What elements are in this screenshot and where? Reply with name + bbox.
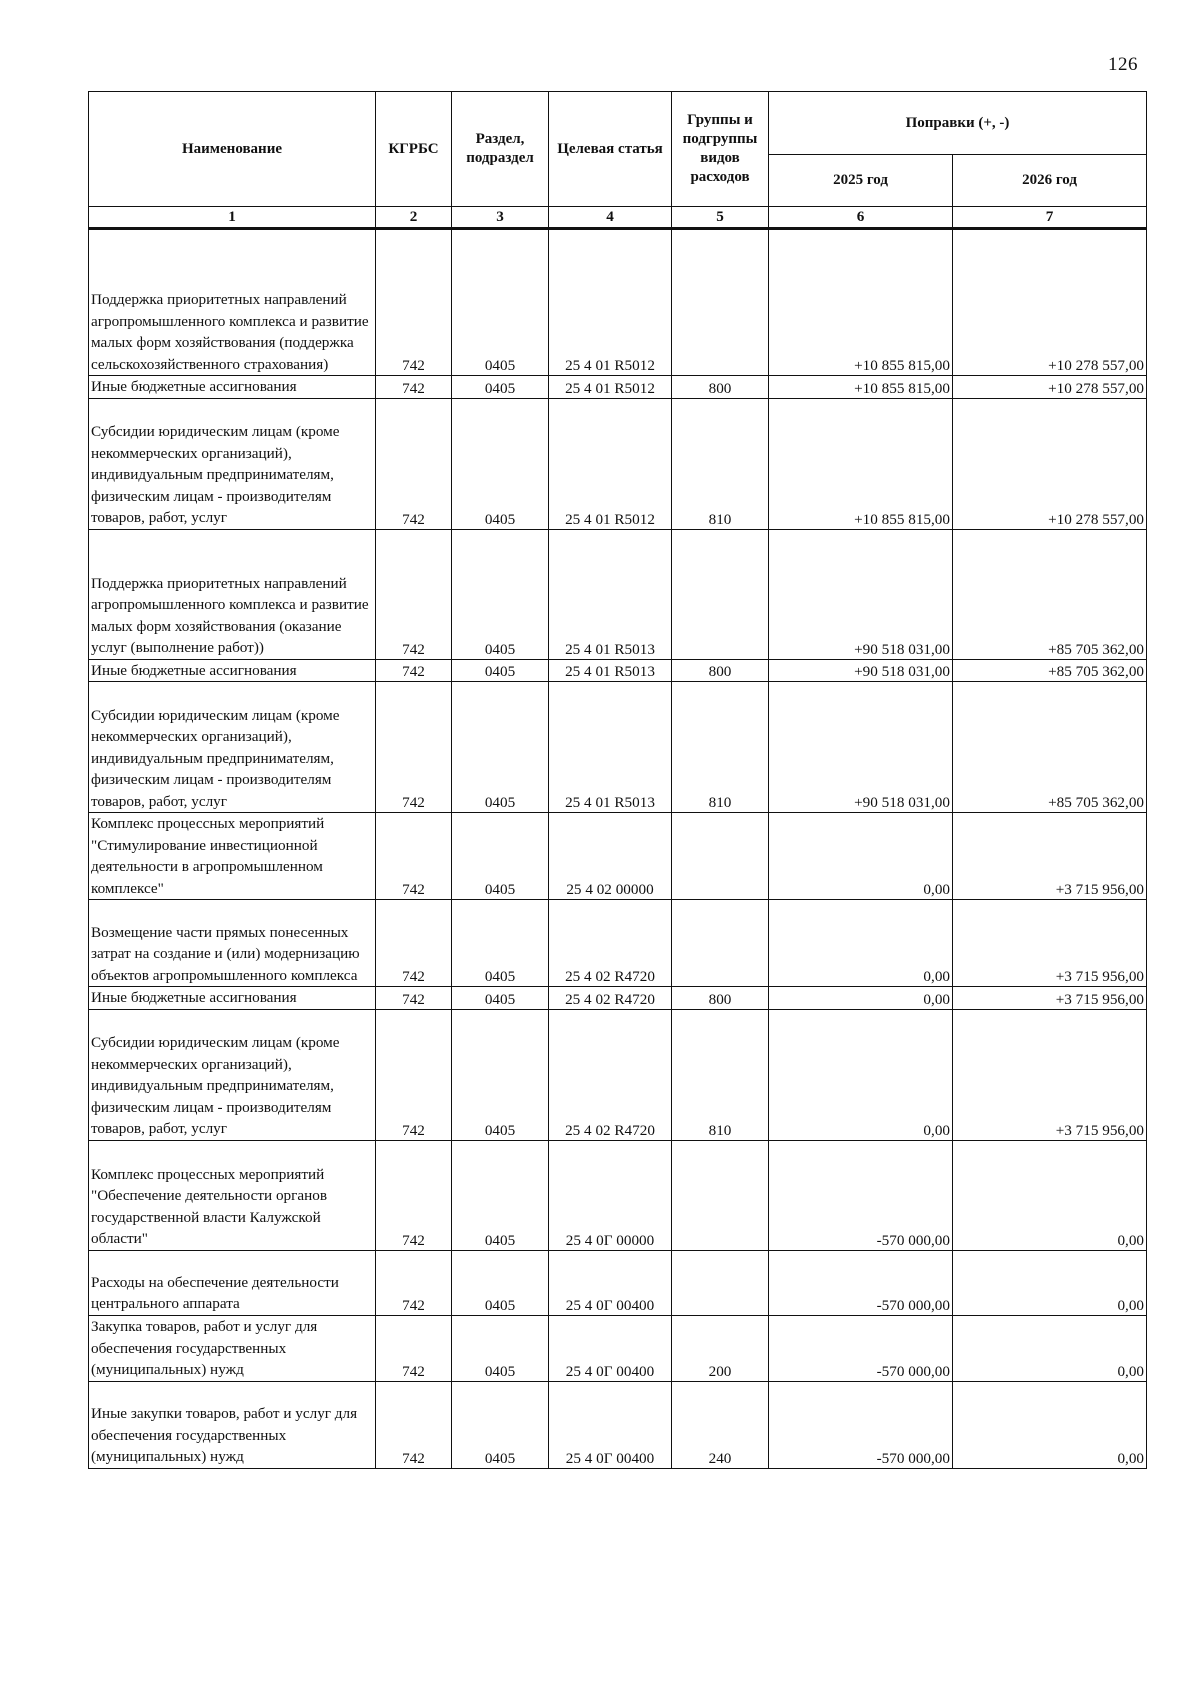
- row-amount-2026: +85 705 362,00: [953, 682, 1147, 813]
- table-row: [89, 1381, 1147, 1468]
- row-target: 25 4 01 R5012: [549, 229, 672, 376]
- header-name: Наименование: [89, 92, 376, 207]
- row-amount-2026: +3 715 956,00: [953, 813, 1147, 900]
- row-section: 0405: [452, 682, 549, 813]
- row-target: 25 4 0Г 00000: [549, 1140, 672, 1250]
- table-row: [89, 813, 1147, 900]
- header-year-2026: 2026 год: [953, 155, 1147, 207]
- table-row: [89, 659, 1147, 682]
- budget-amendments-table: [88, 91, 1147, 1469]
- row-amount-2025: -570 000,00: [769, 1315, 953, 1381]
- row-target: 25 4 02 R4720: [549, 1009, 672, 1140]
- header-amendments: Поправки (+, -): [769, 92, 1147, 155]
- table-row: [89, 987, 1147, 1010]
- row-group: 800: [672, 659, 769, 682]
- row-name: Возмещение части прямых понесенных затрат на создание и (или) модернизацию объектов агропромышленного комплекса: [89, 900, 376, 987]
- row-section: 0405: [452, 376, 549, 399]
- row-group: 200: [672, 1315, 769, 1381]
- row-name: Комплекс процессных мероприятий "Обеспечение деятельности органов государственной власти Калужской области": [89, 1140, 376, 1250]
- row-kgrbs: 742: [376, 813, 452, 900]
- row-name: Иные бюджетные ассигнования: [89, 376, 376, 399]
- row-group: 800: [672, 987, 769, 1010]
- row-target: 25 4 02 00000: [549, 813, 672, 900]
- header-expense-groups: Группы и подгруппы видов расходов: [672, 92, 769, 207]
- header-kgrbs: КГРБС: [376, 92, 452, 207]
- row-name: Закупка товаров, работ и услуг для обеспечения государственных (муниципальных) нужд: [89, 1315, 376, 1381]
- row-amount-2025: +10 855 815,00: [769, 376, 953, 399]
- table-row: [89, 1140, 1147, 1250]
- row-amount-2026: 0,00: [953, 1315, 1147, 1381]
- row-group: [672, 813, 769, 900]
- row-amount-2026: +85 705 362,00: [953, 529, 1147, 659]
- table-row: [89, 900, 1147, 987]
- row-target: 25 4 0Г 00400: [549, 1315, 672, 1381]
- table-row: [89, 376, 1147, 399]
- row-kgrbs: 742: [376, 229, 452, 376]
- row-group: 810: [672, 398, 769, 529]
- row-amount-2026: 0,00: [953, 1381, 1147, 1468]
- row-amount-2026: +3 715 956,00: [953, 900, 1147, 987]
- row-name: Иные закупки товаров, работ и услуг для обеспечения государственных (муниципальных) нужд: [89, 1381, 376, 1468]
- row-section: 0405: [452, 529, 549, 659]
- row-section: 0405: [452, 398, 549, 529]
- row-name: Поддержка приоритетных направлений агропромышленного комплекса и развитие малых форм хозяйствования (поддержка сельскохозяйственного страхования): [89, 229, 376, 376]
- column-number: 1: [89, 207, 376, 229]
- table-row: [89, 1250, 1147, 1315]
- row-amount-2025: +10 855 815,00: [769, 229, 953, 376]
- row-amount-2026: 0,00: [953, 1250, 1147, 1315]
- row-target: 25 4 0Г 00400: [549, 1381, 672, 1468]
- row-section: 0405: [452, 1381, 549, 1468]
- row-name: Расходы на обеспечение деятельности центрального аппарата: [89, 1250, 376, 1315]
- row-kgrbs: 742: [376, 987, 452, 1010]
- column-number: 5: [672, 207, 769, 229]
- row-group: [672, 900, 769, 987]
- column-number: 3: [452, 207, 549, 229]
- column-number: 4: [549, 207, 672, 229]
- row-target: 25 4 01 R5013: [549, 529, 672, 659]
- table-row: [89, 1315, 1147, 1381]
- table-row: [89, 1009, 1147, 1140]
- row-target: 25 4 01 R5012: [549, 398, 672, 529]
- row-amount-2026: +10 278 557,00: [953, 398, 1147, 529]
- row-section: 0405: [452, 1140, 549, 1250]
- row-name: Комплекс процессных мероприятий "Стимулирование инвестиционной деятельности в агропромышленном комплексе": [89, 813, 376, 900]
- table-row: [89, 529, 1147, 659]
- row-amount-2025: +90 518 031,00: [769, 529, 953, 659]
- row-target: 25 4 01 R5013: [549, 682, 672, 813]
- column-number: 7: [953, 207, 1147, 229]
- column-numbers-row: [89, 207, 1147, 229]
- row-name: Иные бюджетные ассигнования: [89, 987, 376, 1010]
- row-amount-2025: +10 855 815,00: [769, 398, 953, 529]
- row-group: 810: [672, 1009, 769, 1140]
- row-name: Субсидии юридическим лицам (кроме некоммерческих организаций), индивидуальным предпринимателям, физическим лицам - производителям товаров, работ, услуг: [89, 398, 376, 529]
- row-name: Субсидии юридическим лицам (кроме некоммерческих организаций), индивидуальным предпринимателям, физическим лицам - производителям товаров, работ, услуг: [89, 1009, 376, 1140]
- row-kgrbs: 742: [376, 1009, 452, 1140]
- row-amount-2025: -570 000,00: [769, 1250, 953, 1315]
- header-section: Раздел, подраздел: [452, 92, 549, 207]
- row-amount-2026: +3 715 956,00: [953, 1009, 1147, 1140]
- row-name: Субсидии юридическим лицам (кроме некоммерческих организаций), индивидуальным предпринимателям, физическим лицам - производителям товаров, работ, услуг: [89, 682, 376, 813]
- row-name: Иные бюджетные ассигнования: [89, 659, 376, 682]
- row-amount-2026: +3 715 956,00: [953, 987, 1147, 1010]
- row-section: 0405: [452, 1315, 549, 1381]
- row-kgrbs: 742: [376, 682, 452, 813]
- row-amount-2025: -570 000,00: [769, 1140, 953, 1250]
- row-amount-2026: +85 705 362,00: [953, 659, 1147, 682]
- row-amount-2025: 0,00: [769, 987, 953, 1010]
- header-year-2025: 2025 год: [769, 155, 953, 207]
- row-section: 0405: [452, 813, 549, 900]
- row-section: 0405: [452, 229, 549, 376]
- column-number: 2: [376, 207, 452, 229]
- row-target: 25 4 01 R5013: [549, 659, 672, 682]
- table-row: [89, 229, 1147, 376]
- row-amount-2026: +10 278 557,00: [953, 376, 1147, 399]
- row-target: 25 4 01 R5012: [549, 376, 672, 399]
- row-target: 25 4 0Г 00400: [549, 1250, 672, 1315]
- row-amount-2026: 0,00: [953, 1140, 1147, 1250]
- table-row: [89, 682, 1147, 813]
- row-amount-2026: +10 278 557,00: [953, 229, 1147, 376]
- row-kgrbs: 742: [376, 659, 452, 682]
- row-group: [672, 1250, 769, 1315]
- page-number: 126: [1108, 54, 1138, 75]
- row-kgrbs: 742: [376, 1315, 452, 1381]
- row-kgrbs: 742: [376, 529, 452, 659]
- row-kgrbs: 742: [376, 1381, 452, 1468]
- row-group: 240: [672, 1381, 769, 1468]
- row-kgrbs: 742: [376, 376, 452, 399]
- row-section: 0405: [452, 659, 549, 682]
- header-target-article: Целевая статья: [549, 92, 672, 207]
- row-kgrbs: 742: [376, 900, 452, 987]
- row-group: [672, 1140, 769, 1250]
- row-kgrbs: 742: [376, 398, 452, 529]
- row-amount-2025: 0,00: [769, 1009, 953, 1140]
- row-group: [672, 529, 769, 659]
- row-section: 0405: [452, 900, 549, 987]
- row-section: 0405: [452, 1250, 549, 1315]
- row-section: 0405: [452, 1009, 549, 1140]
- row-kgrbs: 742: [376, 1140, 452, 1250]
- row-group: 810: [672, 682, 769, 813]
- row-kgrbs: 742: [376, 1250, 452, 1315]
- row-target: 25 4 02 R4720: [549, 900, 672, 987]
- row-amount-2025: -570 000,00: [769, 1381, 953, 1468]
- table-row: [89, 398, 1147, 529]
- row-amount-2025: 0,00: [769, 900, 953, 987]
- row-group: 800: [672, 376, 769, 399]
- row-group: [672, 229, 769, 376]
- row-amount-2025: +90 518 031,00: [769, 659, 953, 682]
- row-target: 25 4 02 R4720: [549, 987, 672, 1010]
- row-name: Поддержка приоритетных направлений агропромышленного комплекса и развитие малых форм хозяйствования (оказание услуг (выполнение работ)): [89, 529, 376, 659]
- row-amount-2025: 0,00: [769, 813, 953, 900]
- row-amount-2025: +90 518 031,00: [769, 682, 953, 813]
- row-section: 0405: [452, 987, 549, 1010]
- column-number: 6: [769, 207, 953, 229]
